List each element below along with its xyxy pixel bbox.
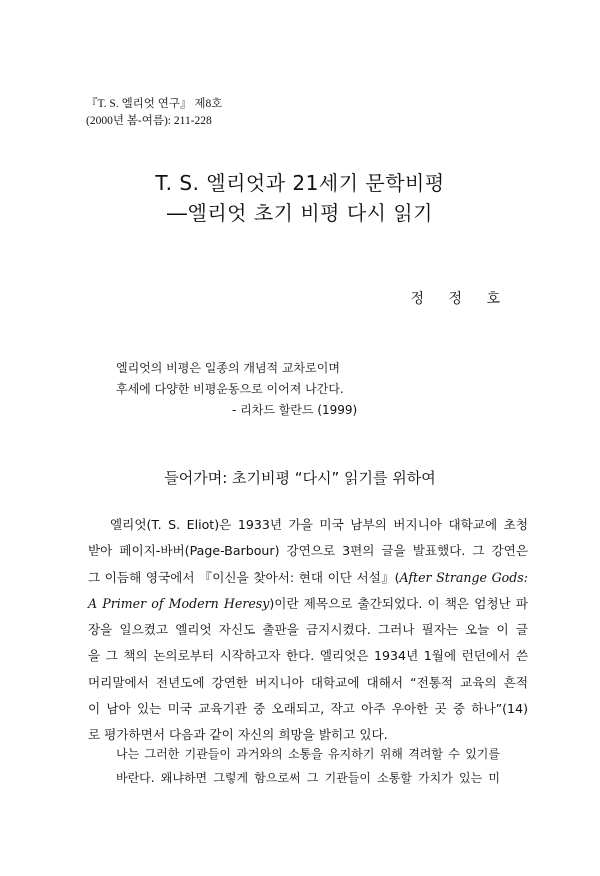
body-line: 엘리엇(T. S. Eliot)은 1933년 가을 미국 남부의 버지니아 대학교에 초청 (110, 517, 528, 532)
author-name: 정 정 호 (410, 291, 510, 307)
body-line: 받아 페이지-바버(Page-Barbour) 강연으로 3편의 글을 발표했다. 그 강연은 (88, 543, 528, 559)
body-text: 그 이듬해 영국에서 『이신을 찾아서: 현대 이단 서설』( (88, 569, 400, 585)
book-title-italic: After Strange Gods: (399, 569, 528, 585)
journal-title: 『T. S. 엘리엇 연구』 제8호 (86, 98, 223, 110)
body-line (88, 591, 528, 617)
block-quote (116, 742, 500, 790)
book-title-italic: A Primer of Modern Heresy (88, 595, 270, 611)
body-line (88, 565, 528, 591)
epigraph-line: 후세에 다양한 비평운동으로 이어져 나간다. (116, 382, 344, 396)
journal-info (86, 96, 222, 130)
journal-issue: (2000년 봄-여름): 211-228 (86, 115, 212, 127)
quote-line: 바란다. 왜냐하면 그렇게 함으로써 그 기관들이 소통할 가치가 있는 미 (116, 771, 500, 785)
body-line: 을 그 책의 논의로부터 시작하고자 한다. 엘리엇은 1934년 1월에 런던에서 쓴 (88, 648, 528, 664)
body-text: )이란 제목으로 출간되었다. 이 책은 엄청난 파 (269, 595, 528, 611)
body-line: 장을 일으켰고 엘리엇 자신도 출판을 금지시켰다. 그러나 필자는 오늘 이 글 (88, 622, 528, 638)
body-line: 로 평가하면서 다음과 같이 자신의 희망을 밝히고 있다. (88, 727, 388, 743)
quote-line: 나는 그러한 기관들이 과거와의 소통을 유지하기 위해 격려할 수 있기를 (116, 747, 500, 761)
section-heading: 들어가며: 초기비평 “다시” 읽기를 위하여 (164, 469, 436, 487)
article-subtitle: ―엘리엇 초기 비평 다시 읽기 (167, 201, 433, 225)
epigraph-attribution: - 리차드 할란드 (1999) (232, 403, 358, 417)
body-line: 머리말에서 전년도에 강연한 버지니아 대학교에 대해서 “전통적 교육의 흔적 (88, 674, 528, 690)
epigraph (116, 358, 357, 421)
body-paragraph (88, 512, 528, 749)
article-title: T. S. 엘리엇과 21세기 문학비평 (155, 171, 445, 195)
article-title-block (0, 168, 600, 228)
body-line: 이 남아 있는 미국 교육기관 중 오래되고, 작고 아주 우아한 곳 중 하나”(14) (88, 701, 528, 717)
epigraph-line: 엘리엇의 비평은 일종의 개념적 교차로이며 (116, 361, 340, 375)
